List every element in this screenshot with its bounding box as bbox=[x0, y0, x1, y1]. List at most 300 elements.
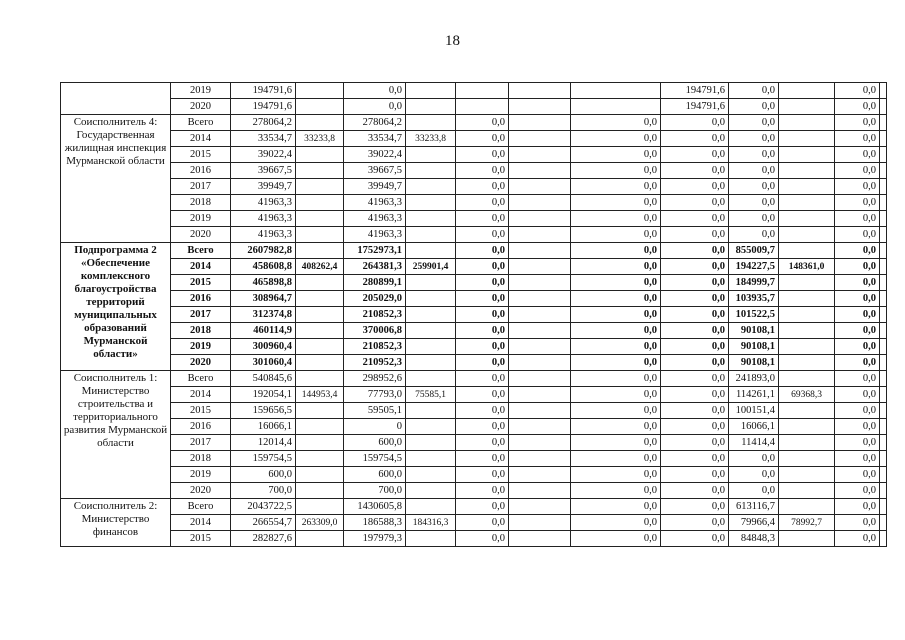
additional-cell: 0,0 bbox=[835, 483, 880, 499]
empty-cell bbox=[880, 371, 887, 387]
total-cell: 194791,6 bbox=[231, 99, 296, 115]
other-budget-cell: 0,0 bbox=[661, 483, 729, 499]
total-sub-cell bbox=[296, 163, 344, 179]
extra-budget-sub-cell bbox=[779, 531, 835, 547]
regional-budget-sub-cell bbox=[406, 499, 456, 515]
year-cell: 2016 bbox=[171, 419, 231, 435]
empty-cell bbox=[509, 291, 571, 307]
federal-budget-cell: 0,0 bbox=[456, 371, 509, 387]
table-row bbox=[61, 99, 887, 115]
empty-cell bbox=[880, 163, 887, 179]
other-budget-cell: 0,0 bbox=[661, 467, 729, 483]
regional-budget-sub-cell: 33233,8 bbox=[406, 131, 456, 147]
regional-budget-sub-cell bbox=[406, 467, 456, 483]
other-budget-cell: 0,0 bbox=[661, 131, 729, 147]
empty-cell bbox=[509, 371, 571, 387]
total-cell: 41963,3 bbox=[231, 227, 296, 243]
empty-cell bbox=[880, 307, 887, 323]
regional-budget-cell: 370006,8 bbox=[344, 323, 406, 339]
year-cell: 2014 bbox=[171, 515, 231, 531]
extra-budget-sub-cell bbox=[779, 451, 835, 467]
regional-budget-sub-cell: 259901,4 bbox=[406, 259, 456, 275]
other-budget-cell: 0,0 bbox=[661, 371, 729, 387]
other-budget-cell: 0,0 bbox=[661, 435, 729, 451]
extra-budget-cell: 84848,3 bbox=[729, 531, 779, 547]
total-cell: 33534,7 bbox=[231, 131, 296, 147]
empty-cell bbox=[880, 227, 887, 243]
other-budget-cell: 0,0 bbox=[661, 163, 729, 179]
extra-budget-cell: 241893,0 bbox=[729, 371, 779, 387]
local-budget-cell: 0,0 bbox=[571, 371, 661, 387]
regional-budget-sub-cell: 184316,3 bbox=[406, 515, 456, 531]
table-row bbox=[61, 355, 887, 371]
additional-cell: 0,0 bbox=[835, 99, 880, 115]
regional-budget-sub-cell bbox=[406, 243, 456, 259]
additional-cell: 0,0 bbox=[835, 291, 880, 307]
year-cell: 2016 bbox=[171, 291, 231, 307]
year-cell: 2020 bbox=[171, 99, 231, 115]
empty-cell bbox=[880, 451, 887, 467]
page-number: 18 bbox=[445, 33, 460, 49]
federal-budget-cell: 0,0 bbox=[456, 499, 509, 515]
extra-budget-sub-cell bbox=[779, 115, 835, 131]
year-cell: 2018 bbox=[171, 323, 231, 339]
extra-budget-sub-cell bbox=[779, 355, 835, 371]
table-row bbox=[61, 451, 887, 467]
entity-name-cell: Соисполнитель 1: Министерство строительства и территориального развития Мурманской области bbox=[61, 371, 171, 499]
year-cell: 2015 bbox=[171, 147, 231, 163]
empty-cell bbox=[880, 115, 887, 131]
year-cell: 2015 bbox=[171, 275, 231, 291]
empty-cell bbox=[509, 227, 571, 243]
total-sub-cell: 144953,4 bbox=[296, 387, 344, 403]
budget-table bbox=[60, 82, 887, 547]
entity-name-cell: Соисполнитель 2: Министерство финансов bbox=[61, 499, 171, 547]
other-budget-cell: 0,0 bbox=[661, 115, 729, 131]
table-row bbox=[61, 419, 887, 435]
additional-cell: 0,0 bbox=[835, 499, 880, 515]
year-cell: 2019 bbox=[171, 339, 231, 355]
total-sub-cell bbox=[296, 307, 344, 323]
regional-budget-sub-cell bbox=[406, 307, 456, 323]
empty-cell bbox=[880, 355, 887, 371]
additional-cell: 0,0 bbox=[835, 451, 880, 467]
total-cell: 12014,4 bbox=[231, 435, 296, 451]
federal-budget-cell: 0,0 bbox=[456, 275, 509, 291]
table-row bbox=[61, 467, 887, 483]
extra-budget-cell: 0,0 bbox=[729, 451, 779, 467]
year-cell: 2019 bbox=[171, 211, 231, 227]
empty-cell bbox=[880, 243, 887, 259]
local-budget-cell: 0,0 bbox=[571, 115, 661, 131]
regional-budget-cell: 39022,4 bbox=[344, 147, 406, 163]
empty-cell bbox=[880, 275, 887, 291]
year-cell: 2019 bbox=[171, 467, 231, 483]
other-budget-cell: 0,0 bbox=[661, 323, 729, 339]
extra-budget-sub-cell bbox=[779, 403, 835, 419]
local-budget-cell: 0,0 bbox=[571, 339, 661, 355]
total-cell: 39667,5 bbox=[231, 163, 296, 179]
empty-cell bbox=[509, 115, 571, 131]
extra-budget-sub-cell: 78992,7 bbox=[779, 515, 835, 531]
other-budget-cell: 0,0 bbox=[661, 355, 729, 371]
total-cell: 41963,3 bbox=[231, 195, 296, 211]
additional-cell: 0,0 bbox=[835, 147, 880, 163]
additional-cell: 0,0 bbox=[835, 419, 880, 435]
table-body bbox=[61, 83, 887, 547]
year-cell: 2020 bbox=[171, 227, 231, 243]
additional-cell: 0,0 bbox=[835, 355, 880, 371]
table-row bbox=[61, 435, 887, 451]
total-sub-cell bbox=[296, 147, 344, 163]
total-sub-cell bbox=[296, 531, 344, 547]
extra-budget-cell: 100151,4 bbox=[729, 403, 779, 419]
regional-budget-cell: 77793,0 bbox=[344, 387, 406, 403]
total-sub-cell bbox=[296, 483, 344, 499]
local-budget-cell: 0,0 bbox=[571, 499, 661, 515]
total-sub-cell bbox=[296, 419, 344, 435]
additional-cell: 0,0 bbox=[835, 115, 880, 131]
regional-budget-sub-cell bbox=[406, 419, 456, 435]
empty-cell bbox=[880, 147, 887, 163]
other-budget-cell: 0,0 bbox=[661, 179, 729, 195]
total-cell: 600,0 bbox=[231, 467, 296, 483]
total-cell: 278064,2 bbox=[231, 115, 296, 131]
federal-budget-cell: 0,0 bbox=[456, 515, 509, 531]
table-row bbox=[61, 131, 887, 147]
other-budget-cell: 0,0 bbox=[661, 227, 729, 243]
extra-budget-sub-cell bbox=[779, 163, 835, 179]
extra-budget-sub-cell bbox=[779, 131, 835, 147]
federal-budget-cell: 0,0 bbox=[456, 259, 509, 275]
table-row bbox=[61, 227, 887, 243]
total-cell: 194791,6 bbox=[231, 83, 296, 99]
regional-budget-sub-cell bbox=[406, 83, 456, 99]
regional-budget-cell: 278064,2 bbox=[344, 115, 406, 131]
year-cell: 2018 bbox=[171, 195, 231, 211]
additional-cell: 0,0 bbox=[835, 403, 880, 419]
extra-budget-cell: 0,0 bbox=[729, 99, 779, 115]
table-row bbox=[61, 163, 887, 179]
other-budget-cell: 0,0 bbox=[661, 387, 729, 403]
empty-cell bbox=[509, 515, 571, 531]
additional-cell: 0,0 bbox=[835, 179, 880, 195]
additional-cell: 0,0 bbox=[835, 531, 880, 547]
other-budget-cell: 0,0 bbox=[661, 339, 729, 355]
extra-budget-sub-cell bbox=[779, 195, 835, 211]
entity-name-cell: Подпрограмма 2 «Обеспечение комплексного благоустройства территорий муниципальных образований Мурманской области» bbox=[61, 243, 171, 371]
table-row bbox=[61, 371, 887, 387]
other-budget-cell: 0,0 bbox=[661, 307, 729, 323]
year-cell: 2015 bbox=[171, 531, 231, 547]
year-cell: 2017 bbox=[171, 307, 231, 323]
local-budget-cell: 0,0 bbox=[571, 387, 661, 403]
other-budget-cell: 194791,6 bbox=[661, 83, 729, 99]
table-row bbox=[61, 243, 887, 259]
table-row bbox=[61, 211, 887, 227]
regional-budget-cell: 298952,6 bbox=[344, 371, 406, 387]
table-row bbox=[61, 259, 887, 275]
total-cell: 39949,7 bbox=[231, 179, 296, 195]
local-budget-cell: 0,0 bbox=[571, 275, 661, 291]
local-budget-cell: 0,0 bbox=[571, 531, 661, 547]
extra-budget-cell: 0,0 bbox=[729, 179, 779, 195]
table-row bbox=[61, 499, 887, 515]
additional-cell: 0,0 bbox=[835, 259, 880, 275]
total-sub-cell bbox=[296, 115, 344, 131]
regional-budget-sub-cell bbox=[406, 195, 456, 211]
empty-cell bbox=[880, 179, 887, 195]
federal-budget-cell bbox=[456, 83, 509, 99]
empty-cell bbox=[509, 259, 571, 275]
empty-cell bbox=[509, 147, 571, 163]
year-cell: 2017 bbox=[171, 179, 231, 195]
empty-cell bbox=[880, 323, 887, 339]
empty-cell bbox=[509, 467, 571, 483]
regional-budget-cell: 59505,1 bbox=[344, 403, 406, 419]
additional-cell: 0,0 bbox=[835, 515, 880, 531]
local-budget-cell: 0,0 bbox=[571, 419, 661, 435]
total-sub-cell bbox=[296, 227, 344, 243]
federal-budget-cell: 0,0 bbox=[456, 435, 509, 451]
extra-budget-sub-cell bbox=[779, 179, 835, 195]
regional-budget-cell: 1752973,1 bbox=[344, 243, 406, 259]
total-sub-cell bbox=[296, 499, 344, 515]
year-cell: Всего bbox=[171, 243, 231, 259]
extra-budget-sub-cell bbox=[779, 307, 835, 323]
empty-cell bbox=[509, 387, 571, 403]
empty-cell bbox=[509, 179, 571, 195]
total-sub-cell bbox=[296, 243, 344, 259]
year-cell: 2020 bbox=[171, 355, 231, 371]
total-sub-cell: 33233,8 bbox=[296, 131, 344, 147]
empty-cell bbox=[880, 403, 887, 419]
other-budget-cell: 0,0 bbox=[661, 419, 729, 435]
additional-cell: 0,0 bbox=[835, 339, 880, 355]
other-budget-cell: 0,0 bbox=[661, 451, 729, 467]
regional-budget-cell: 39667,5 bbox=[344, 163, 406, 179]
empty-cell bbox=[880, 211, 887, 227]
federal-budget-cell: 0,0 bbox=[456, 531, 509, 547]
regional-budget-sub-cell bbox=[406, 99, 456, 115]
extra-budget-sub-cell bbox=[779, 435, 835, 451]
extra-budget-cell: 90108,1 bbox=[729, 355, 779, 371]
other-budget-cell: 0,0 bbox=[661, 147, 729, 163]
local-budget-cell: 0,0 bbox=[571, 163, 661, 179]
total-cell: 458608,8 bbox=[231, 259, 296, 275]
table-row bbox=[61, 195, 887, 211]
additional-cell: 0,0 bbox=[835, 387, 880, 403]
empty-cell bbox=[880, 83, 887, 99]
extra-budget-cell: 103935,7 bbox=[729, 291, 779, 307]
extra-budget-sub-cell: 148361,0 bbox=[779, 259, 835, 275]
extra-budget-cell: 79966,4 bbox=[729, 515, 779, 531]
federal-budget-cell: 0,0 bbox=[456, 323, 509, 339]
regional-budget-cell: 159754,5 bbox=[344, 451, 406, 467]
total-sub-cell bbox=[296, 211, 344, 227]
empty-cell bbox=[509, 211, 571, 227]
total-sub-cell bbox=[296, 83, 344, 99]
extra-budget-sub-cell bbox=[779, 419, 835, 435]
year-cell: 2014 bbox=[171, 387, 231, 403]
federal-budget-cell: 0,0 bbox=[456, 227, 509, 243]
regional-budget-cell: 1430605,8 bbox=[344, 499, 406, 515]
regional-budget-sub-cell bbox=[406, 435, 456, 451]
table-row bbox=[61, 515, 887, 531]
other-budget-cell: 0,0 bbox=[661, 195, 729, 211]
total-cell: 192054,1 bbox=[231, 387, 296, 403]
extra-budget-cell: 11414,4 bbox=[729, 435, 779, 451]
regional-budget-cell: 0 bbox=[344, 419, 406, 435]
additional-cell: 0,0 bbox=[835, 227, 880, 243]
table-row bbox=[61, 291, 887, 307]
other-budget-cell: 0,0 bbox=[661, 499, 729, 515]
regional-budget-sub-cell bbox=[406, 403, 456, 419]
empty-cell bbox=[509, 451, 571, 467]
empty-cell bbox=[509, 435, 571, 451]
local-budget-cell: 0,0 bbox=[571, 307, 661, 323]
total-cell: 41963,3 bbox=[231, 211, 296, 227]
empty-cell bbox=[509, 99, 571, 115]
regional-budget-cell: 41963,3 bbox=[344, 211, 406, 227]
total-cell: 2607982,8 bbox=[231, 243, 296, 259]
table-row bbox=[61, 387, 887, 403]
total-sub-cell bbox=[296, 403, 344, 419]
federal-budget-cell: 0,0 bbox=[456, 403, 509, 419]
regional-budget-sub-cell bbox=[406, 483, 456, 499]
extra-budget-cell: 194227,5 bbox=[729, 259, 779, 275]
total-cell: 300960,4 bbox=[231, 339, 296, 355]
total-sub-cell bbox=[296, 451, 344, 467]
entity-name-cell bbox=[61, 83, 171, 115]
total-cell: 39022,4 bbox=[231, 147, 296, 163]
extra-budget-sub-cell bbox=[779, 483, 835, 499]
entity-name-cell: Соисполнитель 4: Государственная жилищная инспекция Мурманской области bbox=[61, 115, 171, 243]
total-sub-cell bbox=[296, 275, 344, 291]
regional-budget-sub-cell bbox=[406, 451, 456, 467]
federal-budget-cell: 0,0 bbox=[456, 451, 509, 467]
regional-budget-sub-cell bbox=[406, 163, 456, 179]
local-budget-cell: 0,0 bbox=[571, 131, 661, 147]
regional-budget-cell: 210852,3 bbox=[344, 339, 406, 355]
year-cell: 2018 bbox=[171, 451, 231, 467]
empty-cell bbox=[509, 307, 571, 323]
regional-budget-cell: 197979,3 bbox=[344, 531, 406, 547]
empty-cell bbox=[880, 483, 887, 499]
local-budget-cell bbox=[571, 99, 661, 115]
total-cell: 266554,7 bbox=[231, 515, 296, 531]
extra-budget-sub-cell bbox=[779, 499, 835, 515]
other-budget-cell: 0,0 bbox=[661, 531, 729, 547]
empty-cell bbox=[880, 195, 887, 211]
local-budget-cell: 0,0 bbox=[571, 435, 661, 451]
year-cell: 2014 bbox=[171, 259, 231, 275]
extra-budget-cell: 0,0 bbox=[729, 115, 779, 131]
extra-budget-sub-cell: 69368,3 bbox=[779, 387, 835, 403]
extra-budget-sub-cell bbox=[779, 99, 835, 115]
regional-budget-sub-cell bbox=[406, 339, 456, 355]
federal-budget-cell: 0,0 bbox=[456, 307, 509, 323]
local-budget-cell: 0,0 bbox=[571, 291, 661, 307]
year-cell: 2020 bbox=[171, 483, 231, 499]
empty-cell bbox=[509, 275, 571, 291]
additional-cell: 0,0 bbox=[835, 131, 880, 147]
empty-cell bbox=[509, 131, 571, 147]
extra-budget-sub-cell bbox=[779, 323, 835, 339]
other-budget-cell: 0,0 bbox=[661, 275, 729, 291]
additional-cell: 0,0 bbox=[835, 83, 880, 99]
extra-budget-cell: 0,0 bbox=[729, 147, 779, 163]
year-cell: 2015 bbox=[171, 403, 231, 419]
empty-cell bbox=[880, 499, 887, 515]
additional-cell: 0,0 bbox=[835, 435, 880, 451]
regional-budget-sub-cell bbox=[406, 531, 456, 547]
federal-budget-cell: 0,0 bbox=[456, 387, 509, 403]
empty-cell bbox=[509, 531, 571, 547]
extra-budget-cell: 101522,5 bbox=[729, 307, 779, 323]
regional-budget-cell: 41963,3 bbox=[344, 227, 406, 243]
regional-budget-cell: 264381,3 bbox=[344, 259, 406, 275]
total-cell: 465898,8 bbox=[231, 275, 296, 291]
local-budget-cell: 0,0 bbox=[571, 211, 661, 227]
additional-cell: 0,0 bbox=[835, 243, 880, 259]
regional-budget-cell: 205029,0 bbox=[344, 291, 406, 307]
local-budget-cell: 0,0 bbox=[571, 259, 661, 275]
federal-budget-cell: 0,0 bbox=[456, 211, 509, 227]
extra-budget-cell: 184999,7 bbox=[729, 275, 779, 291]
empty-cell bbox=[509, 355, 571, 371]
table-row bbox=[61, 275, 887, 291]
extra-budget-cell: 0,0 bbox=[729, 483, 779, 499]
extra-budget-sub-cell bbox=[779, 371, 835, 387]
other-budget-cell: 0,0 bbox=[661, 403, 729, 419]
empty-cell bbox=[880, 515, 887, 531]
local-budget-cell: 0,0 bbox=[571, 467, 661, 483]
empty-cell bbox=[880, 291, 887, 307]
regional-budget-cell: 210852,3 bbox=[344, 307, 406, 323]
federal-budget-cell: 0,0 bbox=[456, 195, 509, 211]
total-cell: 700,0 bbox=[231, 483, 296, 499]
local-budget-cell: 0,0 bbox=[571, 451, 661, 467]
regional-budget-sub-cell: 75585,1 bbox=[406, 387, 456, 403]
table-row bbox=[61, 83, 887, 99]
local-budget-cell bbox=[571, 83, 661, 99]
federal-budget-cell: 0,0 bbox=[456, 483, 509, 499]
extra-budget-cell: 90108,1 bbox=[729, 339, 779, 355]
total-cell: 308964,7 bbox=[231, 291, 296, 307]
regional-budget-sub-cell bbox=[406, 291, 456, 307]
federal-budget-cell bbox=[456, 99, 509, 115]
empty-cell bbox=[880, 339, 887, 355]
local-budget-cell: 0,0 bbox=[571, 355, 661, 371]
regional-budget-cell: 39949,7 bbox=[344, 179, 406, 195]
year-cell: 2014 bbox=[171, 131, 231, 147]
empty-cell bbox=[509, 243, 571, 259]
extra-budget-sub-cell bbox=[779, 339, 835, 355]
total-cell: 16066,1 bbox=[231, 419, 296, 435]
extra-budget-sub-cell bbox=[779, 275, 835, 291]
regional-budget-sub-cell bbox=[406, 355, 456, 371]
total-cell: 540845,6 bbox=[231, 371, 296, 387]
empty-cell bbox=[509, 419, 571, 435]
federal-budget-cell: 0,0 bbox=[456, 419, 509, 435]
year-cell: Всего bbox=[171, 371, 231, 387]
extra-budget-cell: 0,0 bbox=[729, 83, 779, 99]
additional-cell: 0,0 bbox=[835, 371, 880, 387]
empty-cell bbox=[880, 531, 887, 547]
total-sub-cell bbox=[296, 99, 344, 115]
extra-budget-cell: 0,0 bbox=[729, 227, 779, 243]
